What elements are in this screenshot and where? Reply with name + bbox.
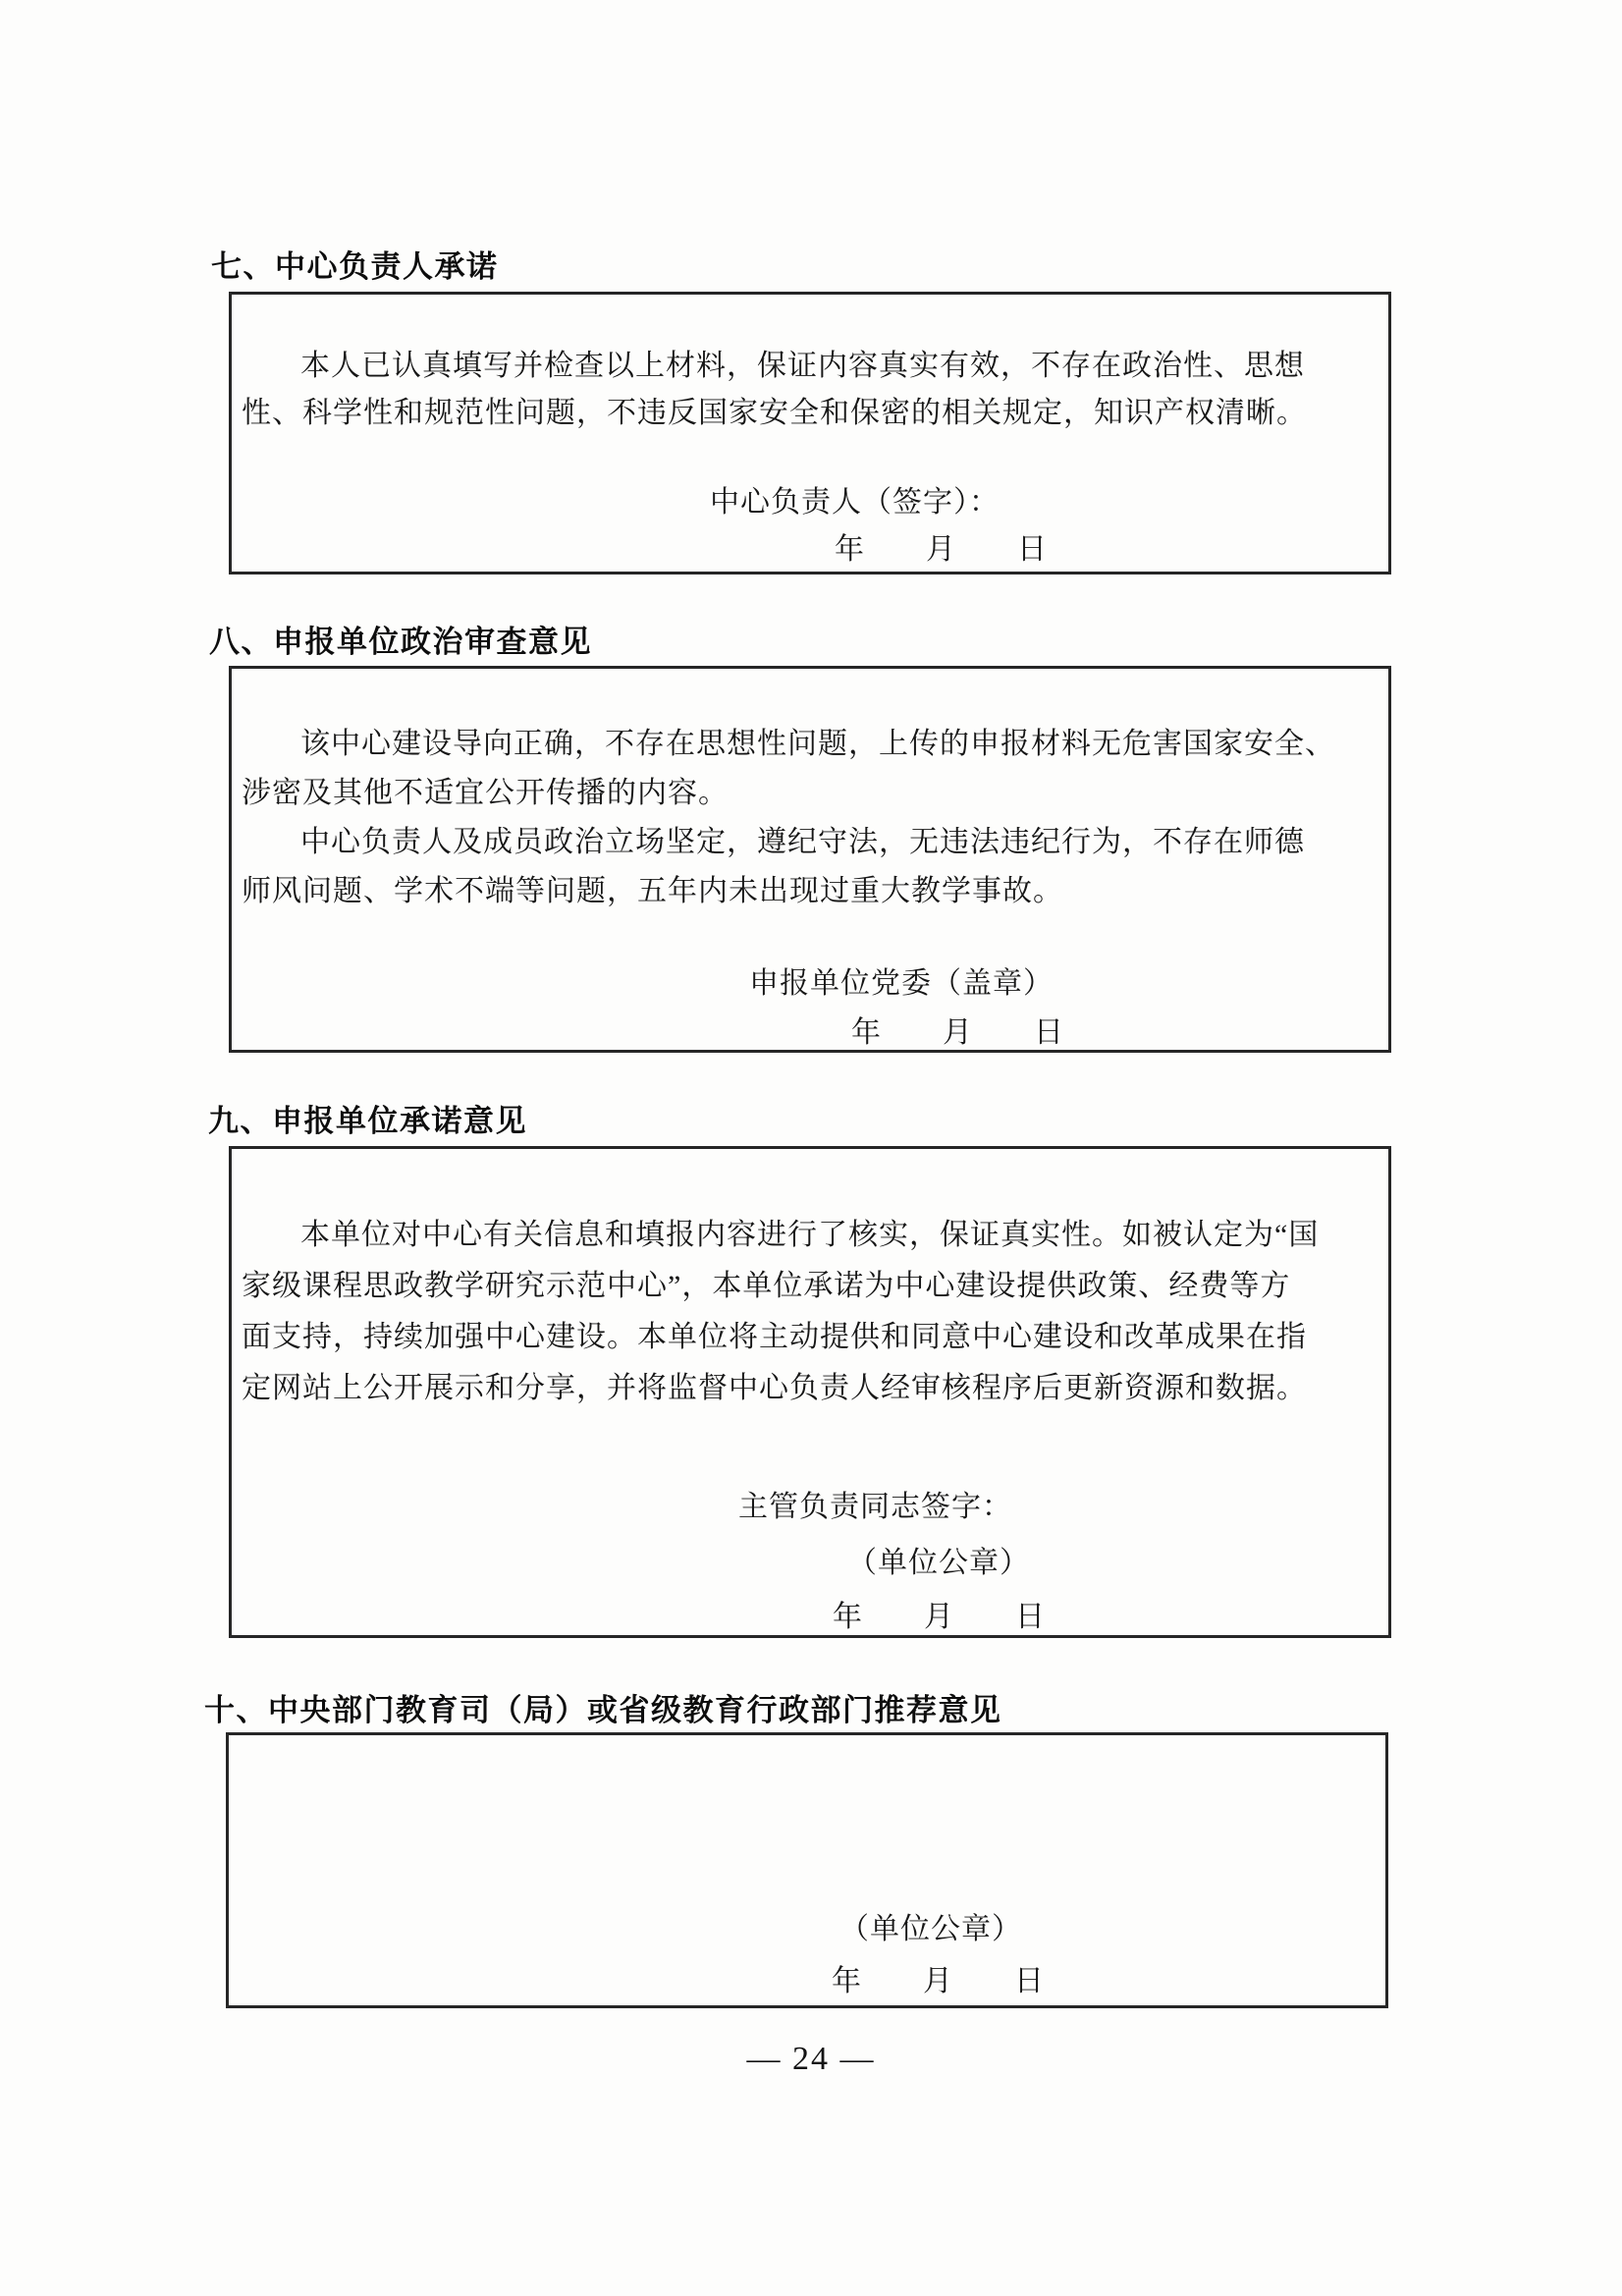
section-7-paragraph [242,343,1379,437]
paragraph-line: 性、科学性和规范性问题，不违反国家安全和保密的相关规定，知识产权清晰。 [242,397,1307,429]
paragraph-line: 该中心建设导向正确，不存在思想性问题，上传的申报材料无危害国家安全、 [300,728,1335,760]
paragraph-line: 本单位对中心有关信息和填报内容进行了核实，保证真实性。如被认定为“国 [300,1219,1320,1251]
section-8-heading: 八、申报单位政治审查意见 [209,625,592,659]
paragraph-line: 本人已认真填写并检查以上材料，保证内容真实有效，不存在政治性、思想 [300,350,1305,382]
section-8-signature-label: 申报单位党委（盖章） [749,967,1054,1000]
section-10-heading: 十、中央部门教育司（局）或省级教育行政部门推荐意见 [204,1693,1002,1727]
section-10-box [226,1732,1388,2008]
paragraph-line: 师风问题、学术不端等问题，五年内未出现过重大教学事故。 [242,875,1063,907]
section-10-stamp-label: （单位公章） [839,1913,1022,1945]
section-7-box [229,292,1391,574]
paragraph-line: 面支持，持续加强中心建设。本单位将主动提供和同意中心建设和改革成果在指 [242,1321,1307,1353]
paragraph-line: 涉密及其他不适宜公开传播的内容。 [242,777,729,809]
section-9-date-line: 年 月 日 [833,1601,1046,1633]
section-9-signature-label: 主管负责同志签字： [738,1491,1012,1523]
paragraph-line: 定网站上公开展示和分享，并将监督中心负责人经审核程序后更新资源和数据。 [242,1372,1307,1404]
section-8-date-line: 年 月 日 [851,1016,1064,1049]
section-7-date-line: 年 月 日 [835,533,1048,566]
page-number: — 24 — [746,2041,876,2077]
paragraph-line: 中心负责人及成员政治立场坚定，遵纪守法，无违法违纪行为，不存在师德 [300,826,1305,858]
section-10-date-line: 年 月 日 [832,1965,1045,1997]
section-9-box [229,1146,1391,1638]
paragraph-line: 家级课程思政教学研究示范中心”，本单位承诺为中心建设提供政策、经费等方 [242,1270,1291,1302]
section-9-heading: 九、申报单位承诺意见 [208,1104,527,1138]
section-8-paragraphs [242,720,1379,916]
section-7-signature-label: 中心负责人（签字）： [710,486,1000,519]
section-8-box [229,666,1391,1053]
section-9-stamp-label: （单位公章） [847,1547,1030,1579]
section-7-heading: 七、中心负责人承诺 [211,249,499,284]
section-9-paragraph [242,1210,1379,1414]
